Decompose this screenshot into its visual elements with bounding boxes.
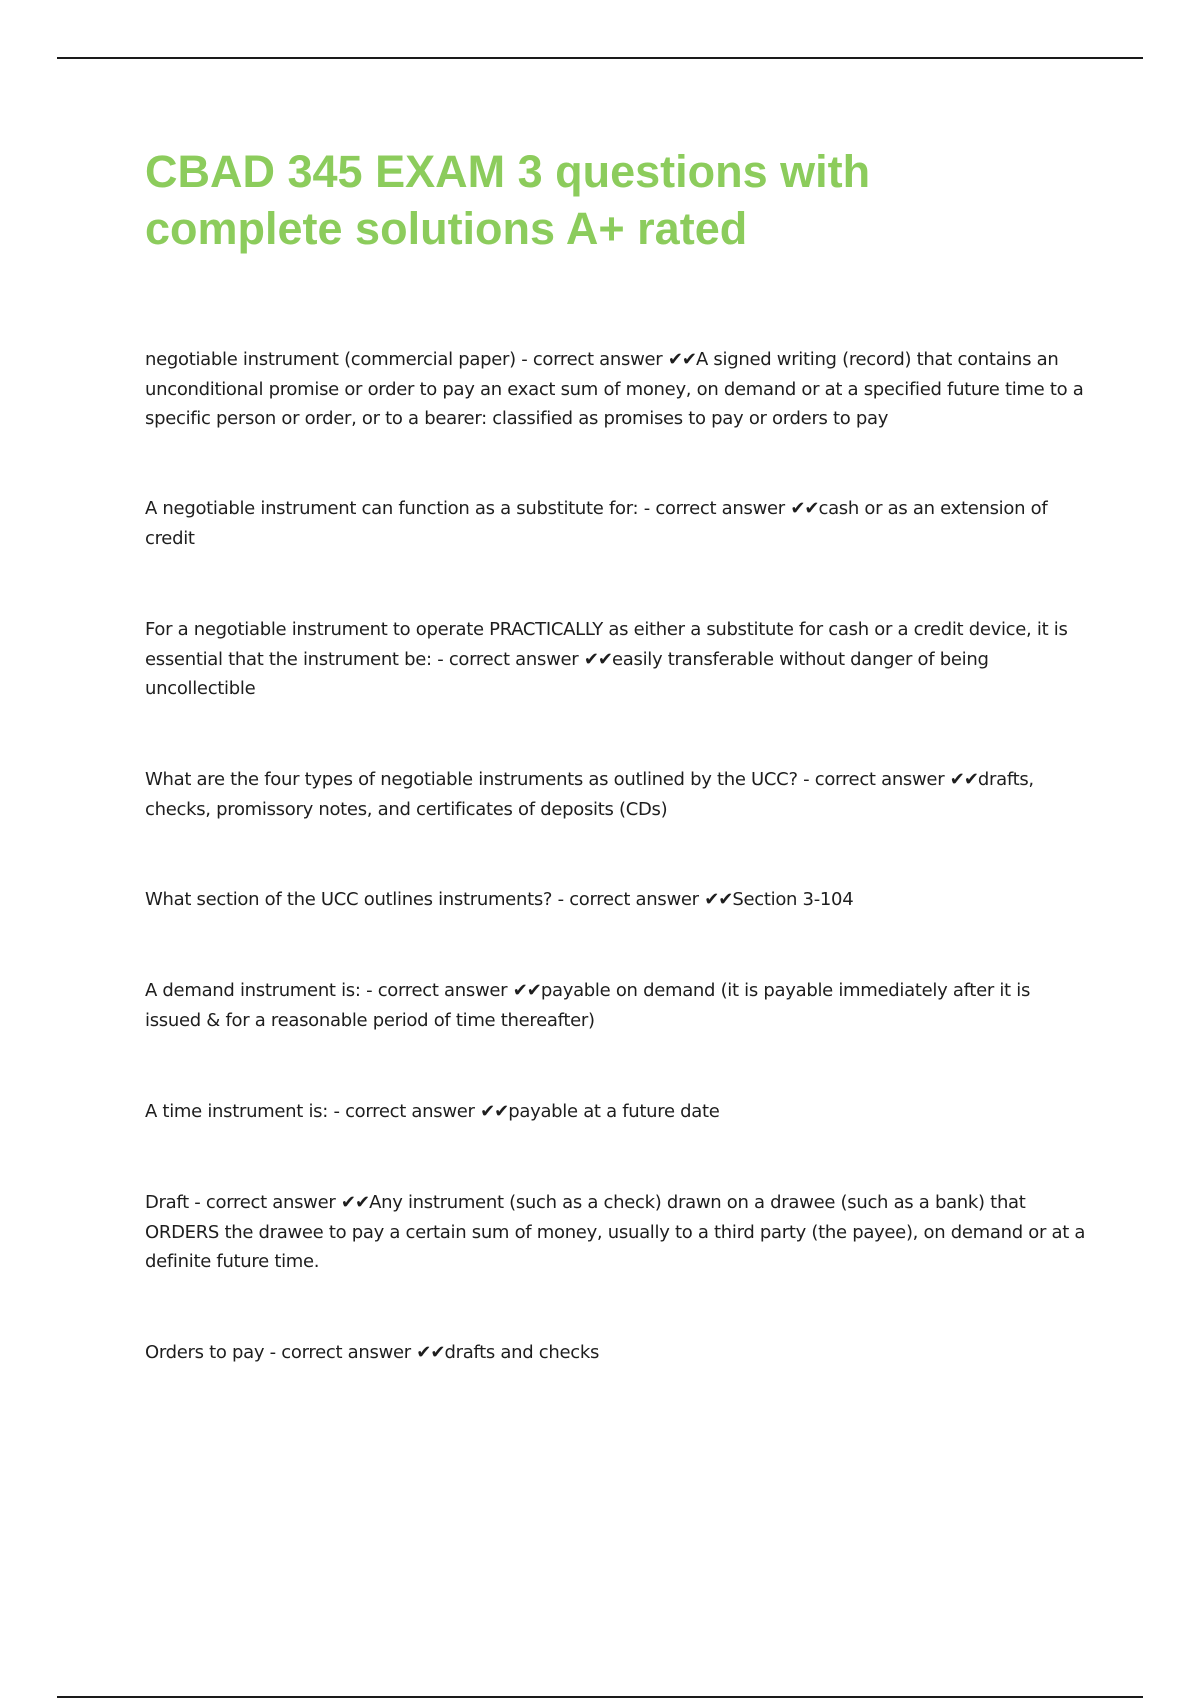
check-icon: ✔✔ (416, 1342, 445, 1363)
qa-item (145, 615, 1090, 704)
question-text: What section of the UCC outlines instruments? (145, 889, 553, 910)
correct-answer-label: - correct answer (328, 1101, 481, 1122)
qa-item (145, 1097, 1090, 1127)
question-text: Draft (145, 1192, 189, 1213)
question-text: Orders to pay (145, 1342, 265, 1363)
answer-text: drafts and checks (444, 1342, 600, 1363)
qa-item (145, 885, 1090, 915)
qa-item (145, 976, 1090, 1035)
answer-text: A signed writing (record) that contains an unconditional promise or order to pay an exact sum of money, on demand or at a specified future time to a specific person or order, or to a bearer: classified as promises to pay or orders to pay (145, 349, 1084, 429)
check-icon: ✔✔ (667, 349, 696, 370)
check-icon: ✔✔ (340, 1192, 370, 1213)
qa-item (145, 1188, 1090, 1277)
correct-answer-label: - correct answer (552, 889, 705, 910)
correct-answer-label: - correct answer (797, 769, 950, 790)
question-text: A negotiable instrument can function as a substitute for: (145, 498, 639, 519)
top-rule (57, 57, 1143, 59)
answer-text: payable on demand (it is payable immediately after it is issued & for a reasonable period of time thereafter) (145, 980, 1031, 1031)
check-icon: ✔✔ (583, 648, 612, 670)
check-icon: ✔✔ (480, 1101, 509, 1122)
check-icon: ✔✔ (512, 980, 541, 1001)
answer-text: easily transferable without danger of being uncollectible (145, 648, 989, 699)
question-text: negotiable instrument (commercial paper) (145, 349, 516, 370)
question-text: A time instrument is: (145, 1101, 329, 1122)
answer-text: Section 3-104 (732, 889, 854, 910)
bottom-rule (57, 1696, 1143, 1698)
correct-answer-label: - correct answer (264, 1342, 417, 1363)
answer-text: Any instrument (such as a check) drawn on a drawee (such as a bank) that ORDERS the drawee to pay a certain sum of money, usually to a third party (the payee), on demand or at a definite future time. (145, 1192, 1086, 1272)
qa-item (145, 345, 1090, 434)
correct-answer-label: - correct answer (638, 498, 791, 519)
correct-answer-label: - correct answer (188, 1192, 341, 1213)
qa-item (145, 1338, 1090, 1368)
question-text: For a negotiable instrument to operate PRACTICALLY as either a substitute for cash or a credit device, it is essential that the instrument be: (145, 619, 1068, 670)
qa-item (145, 494, 1090, 553)
answer-text: payable at a future date (508, 1101, 720, 1122)
qa-item (145, 765, 1090, 824)
correct-answer-label: - correct answer (360, 980, 513, 1001)
answer-text: drafts, checks, promissory notes, and certificates of deposits (CDs) (145, 769, 1034, 820)
check-icon: ✔✔ (704, 889, 733, 910)
check-icon: ✔✔ (790, 498, 819, 519)
answer-text: cash or as an extension of credit (145, 498, 1048, 549)
correct-answer-label: - correct answer (515, 349, 668, 370)
correct-answer-label: - correct answer (431, 648, 584, 670)
check-icon: ✔✔ (949, 769, 978, 790)
question-text: What are the four types of negotiable instruments as outlined by the UCC? (145, 769, 798, 790)
page-title: CBAD 345 EXAM 3 questions with complete solutions A+ rated (145, 146, 871, 254)
question-text: A demand instrument is: (145, 980, 361, 1001)
